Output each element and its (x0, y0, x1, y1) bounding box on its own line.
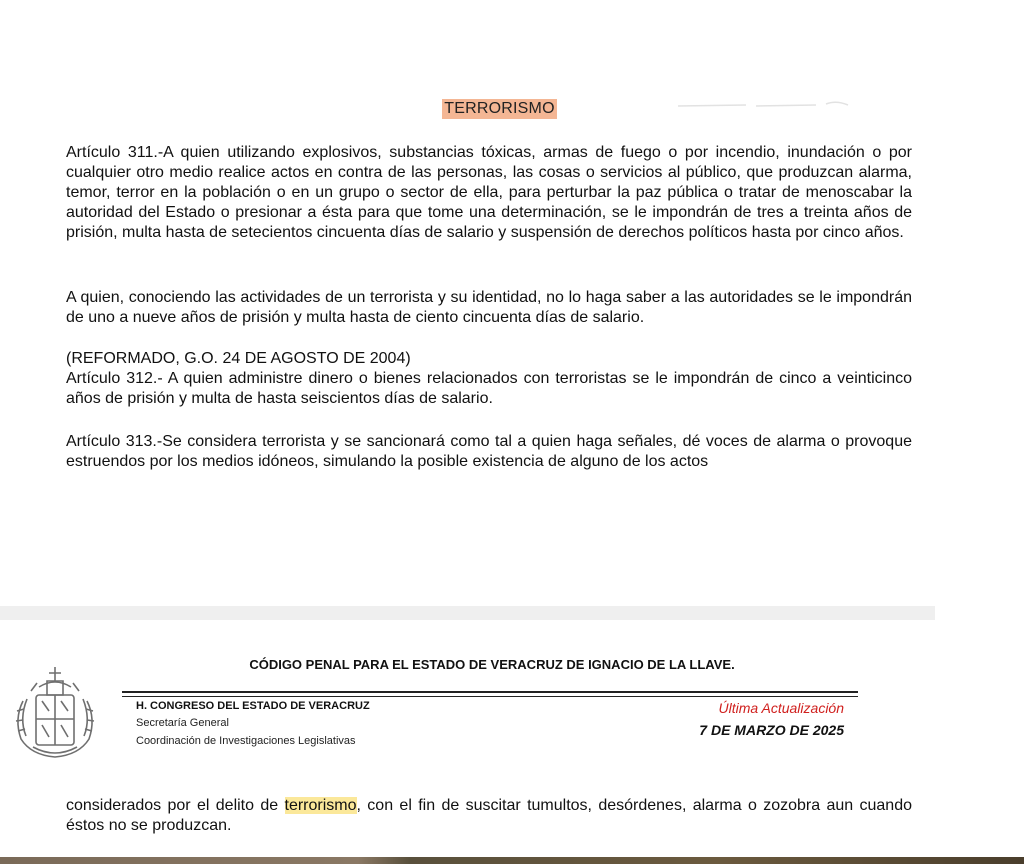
article-313-paragraph-start: Artículo 313.-Se considera terrorista y se sancionará como tal a quien haga señales, dé voces de alarma o provoque estruendos por los medios idóneos, simulando la posible existencia de alguno de los actos (66, 433, 912, 470)
faint-scribble (676, 94, 856, 114)
article-313-paragraph-end (66, 796, 912, 836)
background-strip (0, 857, 1024, 864)
article-311-second-paragraph: A quien, conociendo las actividades de un terrorista y su identidad, no lo haga saber a las autoridades se le impondrán de uno a nueve años de prisión y multa hasta de ciento cincuenta días de salario. (66, 289, 912, 326)
secretaria-label: Secretaría General (136, 717, 229, 729)
header-rule-thin (122, 696, 858, 697)
search-highlight-terrorismo: terrorismo (284, 797, 357, 814)
article-313-text-before: considerados por el delito de (66, 797, 285, 814)
congreso-name: H. CONGRESO DEL ESTADO DE VERACRUZ (136, 700, 370, 712)
article-311-paragraph: Artículo 311.-A quien utilizando explosivos, substancias tóxicas, armas de fuego o por incendio, inundación o por cualquier otro medio realice actos en contra de las personas, las cosas o servicios al público, que produzcan alarma, temor, terror en la población o en un grupo o sector de ella, para perturbar la paz pública o tratar de menoscabar la autoridad del Estado o presionar a ésta para que tome una determinación, se le impondrán de tres a treinta años de prisión, multa hasta de setecientos cincuenta días de salario y suspensión de derechos políticos hasta por cinco años. (66, 144, 912, 241)
section-heading (0, 99, 1024, 119)
veracruz-seal-icon (9, 661, 101, 761)
page-separator (0, 606, 935, 620)
section-title: TERRORISMO (444, 100, 555, 117)
header-rule-thick (122, 691, 858, 693)
article-312-paragraph: Artículo 312.- A quien administre dinero o bienes relacionados con terroristas se le impondrán de cinco a veinticinco años de prisión y multa de hasta seiscientos días de salario. (66, 370, 912, 407)
coordinacion-label: Coordinación de Investigaciones Legislativas (136, 735, 356, 747)
article-313-text-after: , con el fin de suscitar tumultos, desórdenes, alarma o zozobra aun cuando éstos no se produzcan. (66, 797, 912, 834)
code-title: CÓDIGO PENAL PARA EL ESTADO DE VERACRUZ DE IGNACIO DE LA LLAVE. (249, 657, 735, 672)
reform-note: (REFORMADO, G.O. 24 DE AGOSTO DE 2004) (66, 350, 411, 367)
last-update-label: Última Actualización (718, 700, 844, 716)
last-update-date: 7 DE MARZO DE 2025 (699, 722, 844, 738)
